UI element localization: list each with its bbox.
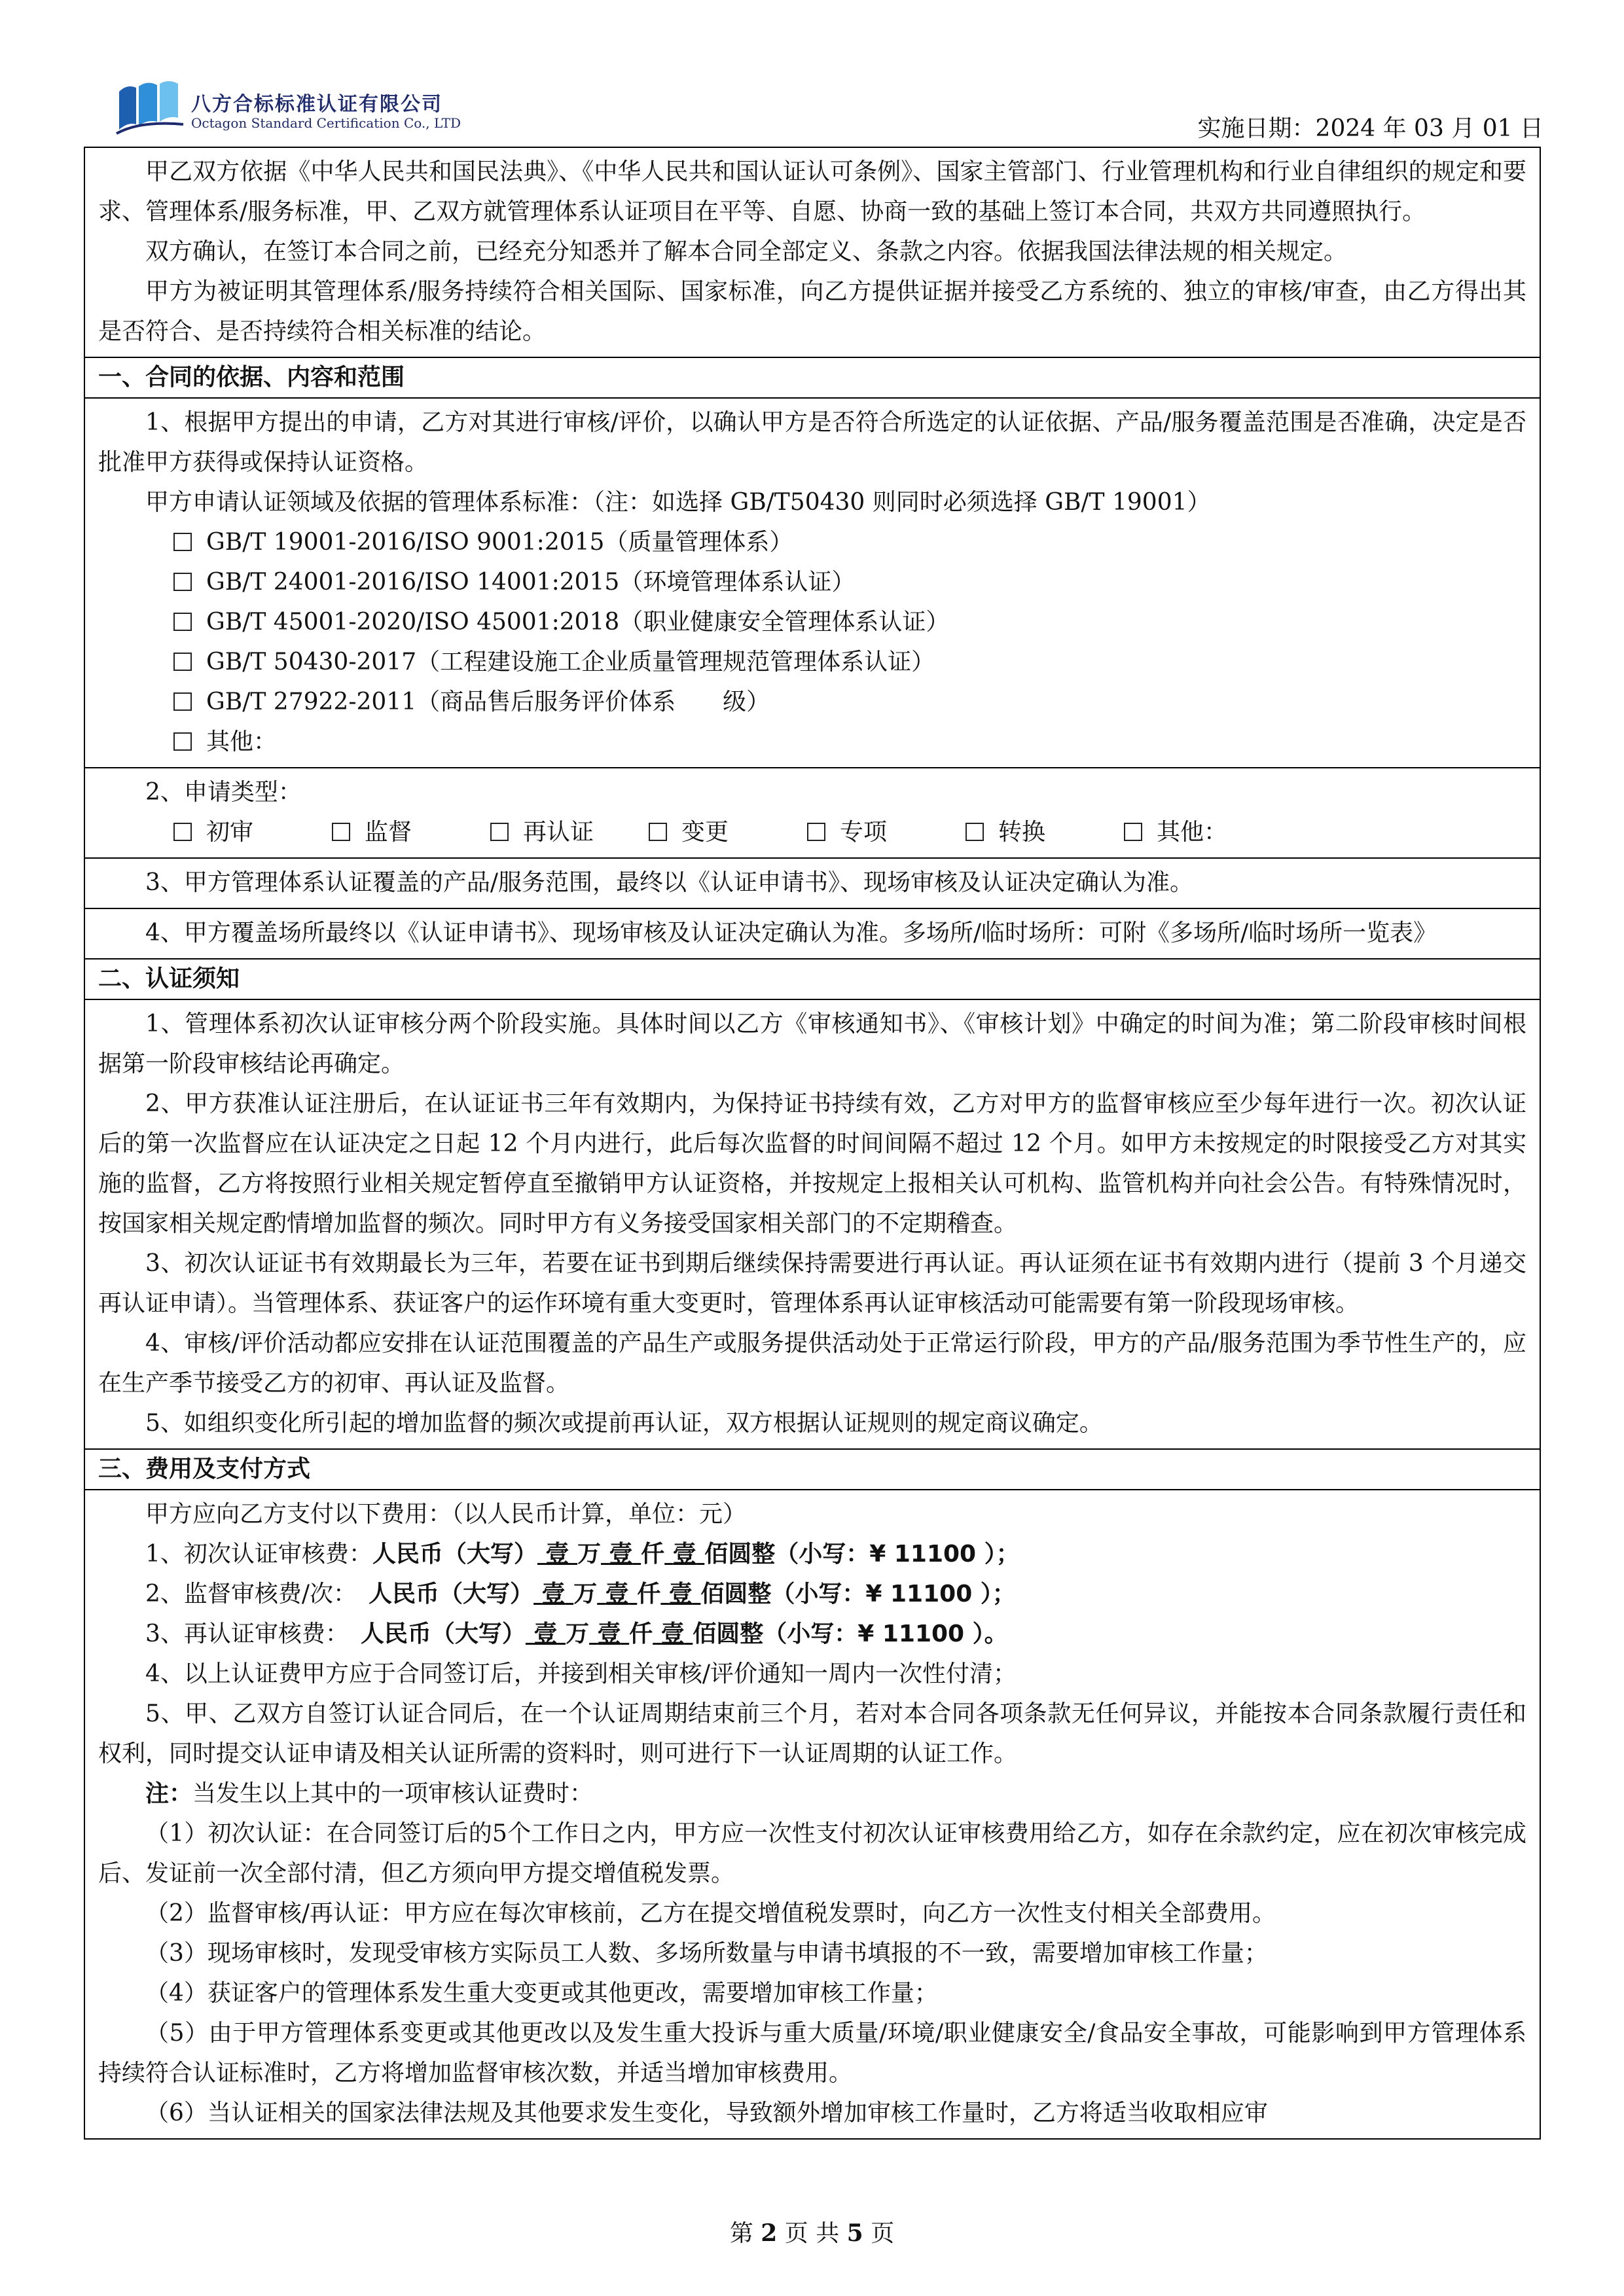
standard-label: GB/T 50430-2017（工程建设施工企业质量管理规范管理体系认证） <box>206 649 935 675</box>
fee-wan-unit: 万 <box>573 1581 598 1607</box>
fee-line-initial <box>98 1534 1526 1574</box>
total-pages: 5 <box>846 2219 863 2247</box>
fee-tail: 佰圆整（小写：¥ 11100 ）； <box>704 1541 1020 1568</box>
checkbox[interactable] <box>1124 823 1142 841</box>
standard-label: GB/T 24001-2016/ISO 14001:2015（环境管理体系认证） <box>206 569 856 596</box>
fee-qian-unit: 仟 <box>641 1541 665 1568</box>
type-option[interactable] <box>1124 812 1282 852</box>
checkbox[interactable] <box>332 823 350 841</box>
note-item: （5）由于甲方管理体系变更或其他更改以及发生重大投诉与重大质量/环境/职业健康安全/食品安全事故，可能影响到甲方管理体系持续符合认证标准时，乙方将增加监督审核次数，并适当增加审核费用。 <box>98 2020 1526 2087</box>
section-1-standards-cell <box>85 399 1540 768</box>
type-label: 专项 <box>840 819 888 846</box>
fee-qian-unit: 仟 <box>629 1621 653 1647</box>
fee-line-recertification <box>98 1614 1526 1654</box>
page-header <box>80 71 1545 144</box>
standard-label: 其他： <box>206 728 278 755</box>
company-name-en: Octagon Standard Certification Co., LTD <box>191 115 461 131</box>
type-option[interactable] <box>965 812 1124 852</box>
section-1-paragraph: 1、根据甲方提出的申请，乙方对其进行审核/评价，以确认甲方是否符合所选定的认证依据、产品/服务覆盖范围是否准确，决定是否批准甲方获得或保持认证资格。 <box>98 409 1526 476</box>
section-1-paragraph: 3、甲方管理体系认证覆盖的产品/服务范围，最终以《认证申请书》、现场审核及认证决定确认为准。 <box>145 869 1194 896</box>
note-item: （6）当认证相关的国家法律法规及其他要求发生变化，导致额外增加审核工作量时，乙方将适当收取相应审 <box>145 2100 1268 2126</box>
checkbox[interactable] <box>173 573 192 591</box>
standard-option[interactable] <box>98 642 1526 682</box>
type-option[interactable] <box>490 812 649 852</box>
logo-wave-icon <box>114 79 186 137</box>
fee-label: 3、再认证审核费： <box>145 1621 361 1647</box>
application-type-cell <box>85 768 1540 859</box>
payment-term: 4、以上认证费甲方应于合同签订后，并接到相关审核/评价通知一周内一次性付清； <box>145 1660 1017 1687</box>
type-option[interactable] <box>173 812 332 852</box>
section-2-item: 4、审核/评价活动都应安排在认证范围覆盖的产品生产或服务提供活动处于正常运行阶段，甲方的产品/服务范围为季节性生产的，应在生产季节接受乙方的初审、再认证及监督。 <box>98 1330 1526 1397</box>
fee-rmb: 人民币（大写） <box>360 1621 526 1647</box>
checkbox[interactable] <box>173 692 192 711</box>
standard-label: GB/T 45001-2020/ISO 45001:2018（职业健康安全管理体系认证） <box>206 609 950 636</box>
fee-wan-unit: 万 <box>577 1541 602 1568</box>
footer-pre: 第 <box>729 2220 753 2247</box>
application-type-options <box>98 812 1526 852</box>
application-type-label: 2、申请类型： <box>145 779 302 806</box>
section-2-item: 5、如组织变化所引起的增加监督的频次或提前再认证，双方根据认证规则的规定商议确定。 <box>145 1410 1103 1437</box>
intro-paragraph: 甲方为被证明其管理体系/服务持续符合相关国际、国家标准，向乙方提供证据并接受乙方系统的、独立的审核/审查，由乙方得出其是否符合、是否持续符合相关标准的结论。 <box>98 278 1526 345</box>
type-option[interactable] <box>649 812 807 852</box>
fee-bai-digit: 壹 <box>660 1621 685 1647</box>
note-text: 当发生以上其中的一项审核认证费时： <box>192 1780 594 1807</box>
section-2-item: 1、管理体系初次认证审核分两个阶段实施。具体时间以乙方《审核通知书》、《审核计划》中确定的时间为准；第二阶段审核时间根据第一阶段审核结论再确定。 <box>98 1011 1526 1077</box>
type-label: 监督 <box>365 819 412 846</box>
note-item: （4）获证客户的管理体系发生重大变更或其他更改，需要增加审核工作量； <box>145 1980 938 2007</box>
fee-qian-digit: 壹 <box>597 1621 621 1647</box>
note-item: （1）初次认证：在合同签订后的5个工作日之内，甲方应一次性支付初次认证审核费用给乙方，如存在余款约定，应在初次审核完成后、发证前一次全部付清，但乙方须向甲方提交增值税发票。 <box>98 1820 1526 1887</box>
standard-option[interactable] <box>98 522 1526 562</box>
fee-lead: 甲方应向乙方支付以下费用：（以人民币计算，单位：元） <box>145 1501 747 1528</box>
checkbox[interactable] <box>173 732 192 751</box>
checkbox[interactable] <box>173 613 192 631</box>
checkbox[interactable] <box>965 823 984 841</box>
sites-cell <box>85 909 1540 960</box>
fee-wan-digit: 壹 <box>541 1581 566 1607</box>
current-page-number: 2 <box>761 2219 778 2247</box>
checkbox[interactable] <box>173 653 192 671</box>
scope-cell <box>85 859 1540 909</box>
standard-option[interactable] <box>98 562 1526 602</box>
fee-rmb: 人民币（大写） <box>369 1581 534 1607</box>
note-line <box>98 1774 1526 1814</box>
fee-bai-digit: 壹 <box>672 1541 696 1568</box>
company-name-cn: 八方合标标准认证有限公司 <box>191 93 442 116</box>
type-label: 转换 <box>998 819 1046 846</box>
fee-tail: 佰圆整（小写：¥ 11100 ）； <box>700 1581 1016 1607</box>
standard-label: GB/T 19001-2016/ISO 9001:2015（质量管理体系） <box>206 529 793 556</box>
contract-table <box>84 147 1541 2140</box>
footer-post: 页 <box>871 2220 895 2247</box>
fee-label: 1、初次认证审核费： <box>145 1541 372 1568</box>
section-1-paragraph: 甲方申请认证领域及依据的管理体系标准：（注：如选择 GB/T50430 则同时必须选择 GB/T 19001） <box>145 489 1211 516</box>
fee-label: 2、监督审核费/次： <box>145 1581 369 1607</box>
section-2-cell <box>85 1000 1540 1450</box>
section-1-paragraph: 4、甲方覆盖场所最终以《认证申请书》、现场审核及认证决定确认为准。多场所/临时场所：可附《多场所/临时场所一览表》 <box>145 920 1437 946</box>
fee-bai-digit: 壹 <box>668 1581 693 1607</box>
checkbox[interactable] <box>490 823 509 841</box>
checkbox[interactable] <box>649 823 667 841</box>
type-label: 再认证 <box>523 819 594 846</box>
fee-wan-unit: 万 <box>566 1621 590 1647</box>
type-option[interactable] <box>807 812 965 852</box>
note-label: 注： <box>145 1780 193 1807</box>
checkbox[interactable] <box>807 823 825 841</box>
section-1-title: 一、合同的依据、内容和范围 <box>85 358 1540 399</box>
checkbox[interactable] <box>173 533 192 551</box>
section-2-title: 二、认证须知 <box>85 960 1540 1000</box>
section-3-title: 三、费用及支付方式 <box>85 1450 1540 1490</box>
payment-term: 5、甲、乙双方自签订认证合同后，在一个认证周期结束前三个月，若对本合同各项条款无任何异议，并能按本合同条款履行责任和权利，同时提交认证申请及相关认证所需的资料时，则可进行下一认证周期的认证工作。 <box>98 1700 1526 1767</box>
checkbox[interactable] <box>173 823 192 841</box>
intro-paragraph: 双方确认，在签订本合同之前，已经充分知悉并了解本合同全部定义、条款之内容。依据我国法律法规的相关规定。 <box>145 238 1348 265</box>
section-3-cell <box>85 1490 1540 2138</box>
fee-qian-unit: 仟 <box>637 1581 661 1607</box>
note-item: （2）监督审核/再认证：甲方应在每次审核前，乙方在提交增值税发票时，向乙方一次性支付相关全部费用。 <box>145 1900 1276 1927</box>
fee-qian-digit: 壹 <box>605 1581 629 1607</box>
note-item: （3）现场审核时，发现受审核方实际员工人数、多场所数量与申请书填报的不一致，需要增加审核工作量； <box>145 1940 1268 1967</box>
fee-rmb: 人民币（大写） <box>372 1541 537 1568</box>
standard-option[interactable] <box>98 682 1526 722</box>
type-option[interactable] <box>332 812 490 852</box>
type-label: 其他： <box>1157 819 1228 846</box>
fee-wan-digit: 壹 <box>545 1541 569 1568</box>
standard-option[interactable] <box>98 722 1526 762</box>
intro-paragraph: 甲乙双方依据《中华人民共和国民法典》、《中华人民共和国认证认可条例》、国家主管部门、行业管理机构和行业自律组织的规定和要求、管理体系/服务标准，甲、乙双方就管理体系认证项目在平等、自愿、协商一致的基础上签订本合同，共双方共同遵照执行。 <box>98 158 1526 225</box>
fee-line-surveillance <box>98 1574 1526 1614</box>
intro-cell <box>85 148 1540 358</box>
standard-option[interactable] <box>98 602 1526 642</box>
section-2-item: 3、初次认证证书有效期最长为三年，若要在证书到期后继续保持需要进行再认证。再认证须在证书有效期内进行（提前 3 个月递交再认证申请）。当管理体系、获证客户的运作环境有重大变更时，管理体系再认证审核活动可能需要有第一阶段现场审核。 <box>98 1250 1526 1317</box>
standard-label: GB/T 27922-2011（商品售后服务评价体系 级） <box>206 689 770 715</box>
type-label: 变更 <box>681 819 729 846</box>
section-2-item: 2、甲方获准认证注册后，在认证证书三年有效期内，为保持证书持续有效，乙方对甲方的监督审核应至少每年进行一次。初次认证后的第一次监督应在认证决定之日起 12 个月内进行，此后每次监督的时间间隔不超过 12 个月。如甲方未按规定的时限接受乙方对其实施的监督，乙方将按照行业相关规定暂停直至撤销甲方认证资格，并按规定上报相关认可机构、监管机构并向社会公告。有特殊情况时，按国家相关规定酌情增加监督的频次。同时甲方有义务接受国家相关部门的不定期稽查。 <box>98 1090 1526 1237</box>
type-label: 初审 <box>206 819 254 846</box>
fee-tail: 佰圆整（小写：¥ 11100 ）。 <box>693 1621 1008 1647</box>
footer-mid: 页 共 <box>784 2220 840 2247</box>
fee-wan-digit: 壹 <box>533 1621 558 1647</box>
implementation-date: 实施日期：2024 年 03 月 01 日 <box>1197 115 1543 142</box>
company-logo <box>114 79 480 137</box>
page-footer <box>0 2215 1624 2248</box>
fee-qian-digit: 壹 <box>609 1541 633 1568</box>
